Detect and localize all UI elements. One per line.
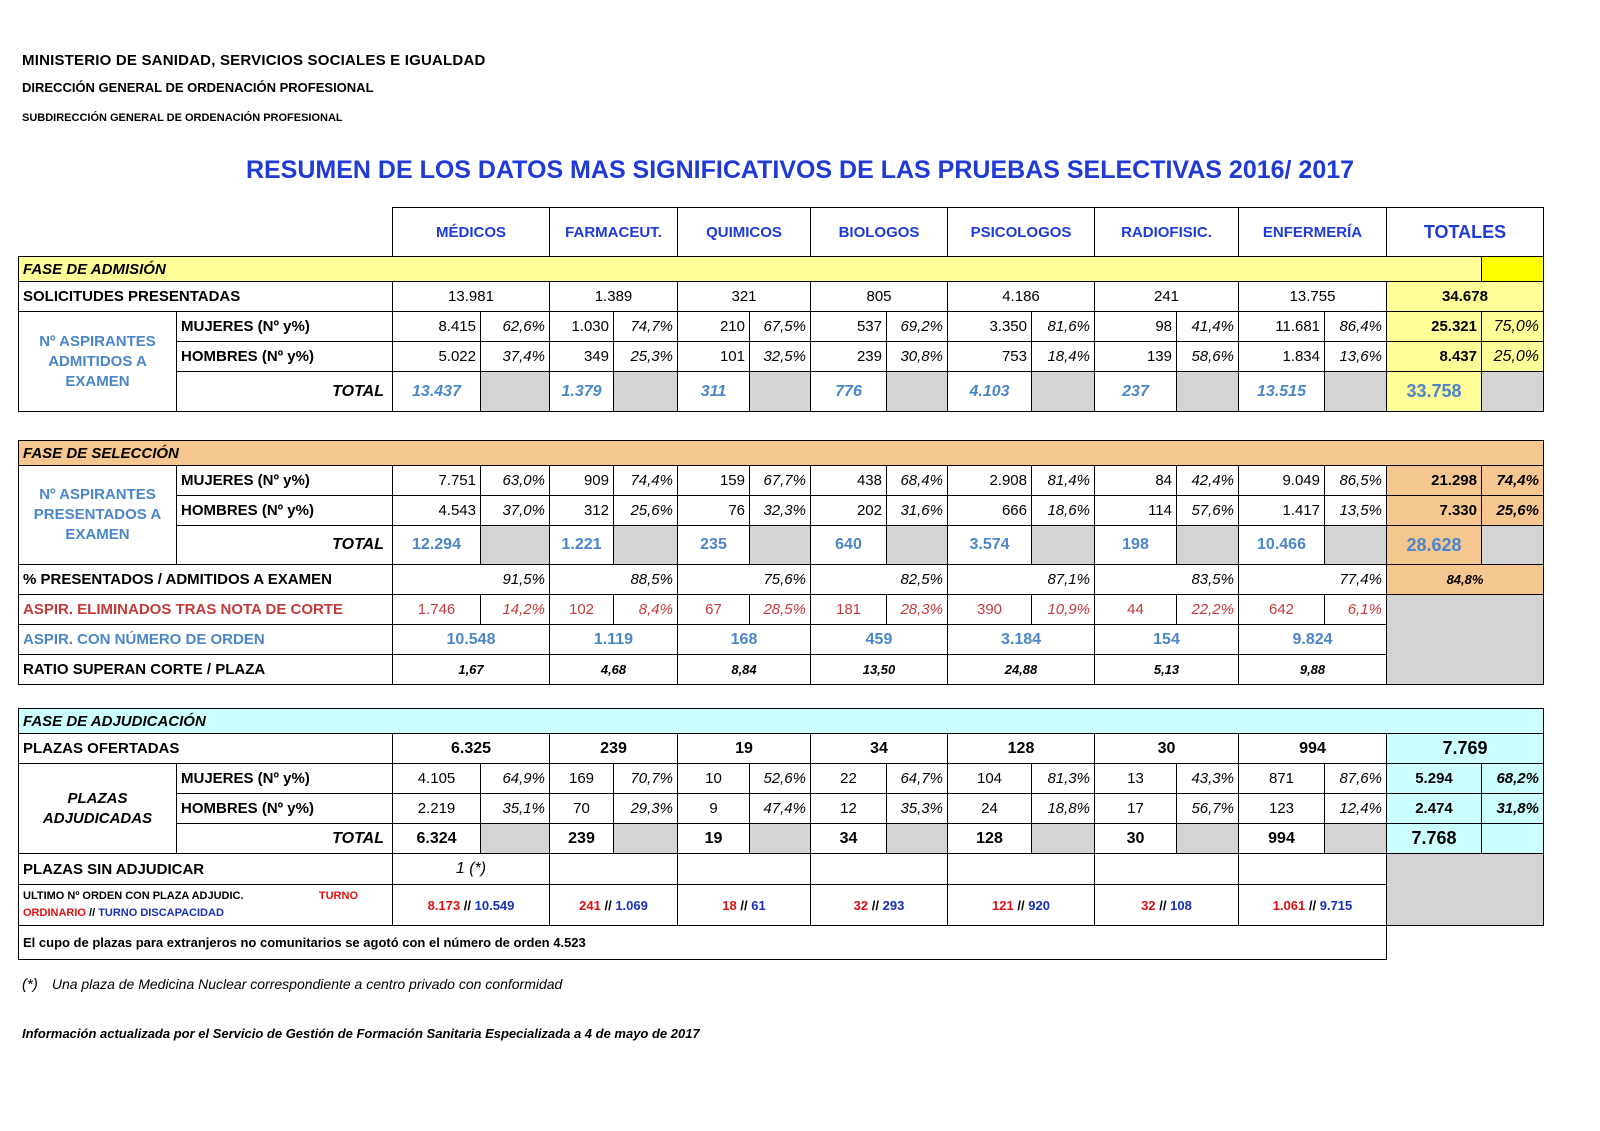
- cell-value: 159: [678, 466, 750, 496]
- cell-value: 1.221: [550, 526, 614, 565]
- cell-value: 102: [550, 595, 614, 625]
- column-header: PSICOLOGOS: [948, 208, 1095, 257]
- ministry-name: MINISTERIO DE SANIDAD, SERVICIOS SOCIALES E IGUALDAD: [22, 52, 486, 69]
- column-header: ENFERMERÍA: [1239, 208, 1387, 257]
- hombres-row: [19, 496, 1544, 526]
- total-value: 21.298: [1387, 466, 1482, 496]
- direction-name: DIRECCIÓN GENERAL DE ORDENACIÓN PROFESIONAL: [22, 80, 374, 95]
- total-value: 5.294: [1387, 764, 1482, 794]
- cell-value: 6.325: [393, 734, 550, 764]
- cell-value: 8.415: [393, 312, 481, 342]
- row-label: HOMBRES (Nº y%): [177, 794, 393, 824]
- cell-value: 1.379: [550, 372, 614, 412]
- cupo-note: El cupo de plazas para extranjeros no comunitarios se agotó con el número de orden 4.523: [19, 926, 1387, 960]
- section-title: FASE DE SELECCIÓN: [19, 441, 1544, 466]
- row-label: MUJERES (Nº y%): [177, 312, 393, 342]
- cell-pct: 25,3%: [614, 342, 678, 372]
- cell-pct: 8,4%: [614, 595, 678, 625]
- cell-value: 44: [1095, 595, 1177, 625]
- cell-value: 1,67: [393, 655, 550, 685]
- column-header: FARMACEUT.: [550, 208, 678, 257]
- cell-value: 239: [550, 824, 614, 854]
- cell-pct: 74,4%: [614, 466, 678, 496]
- cell-value: 169: [550, 764, 614, 794]
- cell-value: 9: [678, 794, 750, 824]
- cell-pct: 75,6%: [678, 565, 811, 595]
- cell-pct: 87,1%: [948, 565, 1095, 595]
- cell-value: 67: [678, 595, 750, 625]
- row-label: MUJERES (Nº y%): [177, 764, 393, 794]
- cell-value: 9.049: [1239, 466, 1325, 496]
- row-label: TOTAL: [177, 824, 393, 854]
- cell-value: 12: [811, 794, 887, 824]
- cell-value: 5.022: [393, 342, 481, 372]
- cell-value: 2.219: [393, 794, 481, 824]
- cell-value: 101: [678, 342, 750, 372]
- cell-value: 34: [811, 824, 887, 854]
- total-pct: 25,6%: [1482, 496, 1544, 526]
- total-pct: 84,8%: [1387, 565, 1544, 595]
- orden-row: [19, 625, 1544, 655]
- cell-pct: 13,5%: [1325, 496, 1387, 526]
- cell-pct: 47,4%: [750, 794, 811, 824]
- row-label: TOTAL: [177, 526, 393, 565]
- cell-value: 1.834: [1239, 342, 1325, 372]
- plazas-ofertadas-row: [19, 734, 1544, 764]
- side-label: PLAZAS ADJUDICADAS: [19, 764, 177, 854]
- mujeres-row: [19, 764, 1544, 794]
- cell-value: 994: [1239, 824, 1325, 854]
- cell-value: 76: [678, 496, 750, 526]
- cell-value: 34: [811, 734, 948, 764]
- cell-pct: 35,3%: [887, 794, 948, 824]
- cell-value: 3.574: [948, 526, 1032, 565]
- cell-pct: 81,4%: [1032, 466, 1095, 496]
- cell-value: 805: [811, 282, 948, 312]
- cell-value: 154: [1095, 625, 1239, 655]
- total-value: 34.678: [1387, 282, 1544, 312]
- cell-value: 6.324: [393, 824, 481, 854]
- section-title-row: [19, 441, 1544, 466]
- cell-pct: 83,5%: [1095, 565, 1239, 595]
- section-title: FASE DE ADJUDICACIÓN: [19, 709, 1544, 734]
- row-label: PLAZAS SIN ADJUDICAR: [19, 854, 393, 885]
- cell-pct: 86,5%: [1325, 466, 1387, 496]
- cell-pct: 13,6%: [1325, 342, 1387, 372]
- cell-pct: 64,7%: [887, 764, 948, 794]
- cell-value: 640: [811, 526, 887, 565]
- total-value: 7.330: [1387, 496, 1482, 526]
- cell-value: 139: [1095, 342, 1177, 372]
- cell-value: 4.103: [948, 372, 1032, 412]
- cell-pct: 41,4%: [1177, 312, 1239, 342]
- cell-value: 909: [550, 466, 614, 496]
- cell-value: 438: [811, 466, 887, 496]
- cell-value: 168: [678, 625, 811, 655]
- cell-pct: 32,5%: [750, 342, 811, 372]
- cell-pct: 37,4%: [481, 342, 550, 372]
- cell-pct: 91,5%: [393, 565, 550, 595]
- cell-value: 13: [1095, 764, 1177, 794]
- column-header: QUIMICOS: [678, 208, 811, 257]
- cell-pct: 58,6%: [1177, 342, 1239, 372]
- turno-separator: //: [89, 907, 96, 919]
- cell-pct: 12,4%: [1325, 794, 1387, 824]
- row-label: RATIO SUPERAN CORTE / PLAZA: [19, 655, 393, 685]
- total-pct: 74,4%: [1482, 466, 1544, 496]
- cell-pct: 77,4%: [1239, 565, 1387, 595]
- cell-value: 104: [948, 764, 1032, 794]
- ratio-row: [19, 655, 1544, 685]
- seleccion-table: [18, 440, 1544, 685]
- row-label: % PRESENTADOS / ADMITIDOS A EXAMEN: [19, 565, 393, 595]
- cell-pct: 86,4%: [1325, 312, 1387, 342]
- cell-value: 210: [678, 312, 750, 342]
- cell-value: 753: [948, 342, 1032, 372]
- footnote-marker: (*): [22, 976, 38, 993]
- cell-value: 1.119: [550, 625, 678, 655]
- cell-value: 642: [1239, 595, 1325, 625]
- cell-value: 994: [1239, 734, 1387, 764]
- total-row: [19, 824, 1544, 854]
- cell-value: 4.543: [393, 496, 481, 526]
- cell-value: 1.417: [1239, 496, 1325, 526]
- total-pct: 31,8%: [1482, 794, 1544, 824]
- cell-value: 666: [948, 496, 1032, 526]
- side-label: Nº ASPIRANTES PRESENTADOS A EXAMEN: [19, 466, 177, 565]
- ultimo-orden-cell: 241 // 1.069: [550, 885, 678, 926]
- cell-value: 5,13: [1095, 655, 1239, 685]
- row-label: [19, 885, 393, 926]
- ultimo-orden-cell: 121 // 920: [948, 885, 1095, 926]
- ultimo-orden-cell: 32 // 293: [811, 885, 948, 926]
- eliminados-row: [19, 595, 1544, 625]
- section-title-row: [19, 709, 1544, 734]
- total-value: 7.768: [1387, 824, 1482, 854]
- adjudicacion-table: [18, 708, 1544, 960]
- cell-value: 390: [948, 595, 1032, 625]
- cell-pct: 18,8%: [1032, 794, 1095, 824]
- total-value: 2.474: [1387, 794, 1482, 824]
- row-label: HOMBRES (Nº y%): [177, 342, 393, 372]
- cell-pct: 35,1%: [481, 794, 550, 824]
- update-note: Información actualizada por el Servicio de Gestión de Formación Sanitaria Especializada a 4 de mayo de 2017: [22, 1026, 700, 1041]
- cell-value: 537: [811, 312, 887, 342]
- cell-pct: 28,5%: [750, 595, 811, 625]
- cell-value: 123: [1239, 794, 1325, 824]
- cell-pct: 81,3%: [1032, 764, 1095, 794]
- cell-value: 311: [678, 372, 750, 412]
- cell-value: 459: [811, 625, 948, 655]
- ultimo-orden-cell: 18 // 61: [678, 885, 811, 926]
- turno-discapacidad-label: TURNO DISCAPACIDAD: [98, 907, 224, 919]
- cell-pct: 57,6%: [1177, 496, 1239, 526]
- cell-pct: 81,6%: [1032, 312, 1095, 342]
- cell-value: 128: [948, 734, 1095, 764]
- totales-header: TOTALES: [1387, 208, 1544, 257]
- cell-value: 1.746: [393, 595, 481, 625]
- cell-pct: 74,7%: [614, 312, 678, 342]
- cell-pct: 37,0%: [481, 496, 550, 526]
- row-label: MUJERES (Nº y%): [177, 466, 393, 496]
- cell-value: 10: [678, 764, 750, 794]
- turno-ordinario-label-a: TURNO: [318, 890, 358, 902]
- cell-pct: 28,3%: [887, 595, 948, 625]
- cell-value: 198: [1095, 526, 1177, 565]
- cell-pct: 82,5%: [811, 565, 948, 595]
- row-label: HOMBRES (Nº y%): [177, 496, 393, 526]
- total-row: [19, 372, 1544, 412]
- cell-value: 19: [678, 824, 750, 854]
- cell-pct: 42,4%: [1177, 466, 1239, 496]
- cell-pct: 18,6%: [1032, 496, 1095, 526]
- cell-value: 30: [1095, 824, 1177, 854]
- cell-pct: 32,3%: [750, 496, 811, 526]
- cell-pct: 18,4%: [1032, 342, 1095, 372]
- cell-value: 235: [678, 526, 750, 565]
- row-label: TOTAL: [177, 372, 393, 412]
- cell-value: 98: [1095, 312, 1177, 342]
- cell-value: 181: [811, 595, 887, 625]
- cell-pct: 68,4%: [887, 466, 948, 496]
- subdirection-name: SUBDIRECCIÓN GENERAL DE ORDENACIÓN PROFESIONAL: [22, 112, 343, 124]
- row-label: ASPIR. ELIMINADOS TRAS NOTA DE CORTE: [19, 595, 393, 625]
- cell-value: 349: [550, 342, 614, 372]
- cell-value: 4.186: [948, 282, 1095, 312]
- cell-pct: 67,7%: [750, 466, 811, 496]
- cell-value: 239: [550, 734, 678, 764]
- cell-value: 13.437: [393, 372, 481, 412]
- total-pct: 68,2%: [1482, 764, 1544, 794]
- mujeres-row: [19, 312, 1544, 342]
- cell-value: 24: [948, 794, 1032, 824]
- cell-value: 3.350: [948, 312, 1032, 342]
- mujeres-row: [19, 466, 1544, 496]
- cell-pct: 43,3%: [1177, 764, 1239, 794]
- cell-pct: 63,0%: [481, 466, 550, 496]
- cell-pct: 62,6%: [481, 312, 550, 342]
- total-value: 33.758: [1387, 372, 1482, 412]
- cell-value: 1.030: [550, 312, 614, 342]
- cell-value: 84: [1095, 466, 1177, 496]
- solicitudes-row: [19, 282, 1544, 312]
- row-label: SOLICITUDES PRESENTADAS: [19, 282, 393, 312]
- cell-value: 70: [550, 794, 614, 824]
- column-header: MÉDICOS: [393, 208, 550, 257]
- cell-pct: 70,7%: [614, 764, 678, 794]
- cell-pct: 88,5%: [550, 565, 678, 595]
- cell-pct: 6,1%: [1325, 595, 1387, 625]
- cell-value: 22: [811, 764, 887, 794]
- footnote: [22, 976, 562, 993]
- cell-value: 776: [811, 372, 887, 412]
- total-pct: 75,0%: [1482, 312, 1544, 342]
- cell-value: 24,88: [948, 655, 1095, 685]
- cell-value: 13,50: [811, 655, 948, 685]
- cell-value: 241: [1095, 282, 1239, 312]
- cell-pct: 69,2%: [887, 312, 948, 342]
- cell-value: 10.548: [393, 625, 550, 655]
- total-value: 25.321: [1387, 312, 1482, 342]
- cell-value: 9.824: [1239, 625, 1387, 655]
- sin-adjudicar-row: [19, 854, 1544, 885]
- total-value: 28.628: [1387, 526, 1482, 565]
- page-title: RESUMEN DE LOS DATOS MAS SIGNIFICATIVOS DE LAS PRUEBAS SELECTIVAS 2016/ 2017: [245, 156, 1355, 184]
- cell-value: 17: [1095, 794, 1177, 824]
- cell-value: 13.515: [1239, 372, 1325, 412]
- footnote-text: Una plaza de Medicina Nuclear correspondiente a centro privado con conformidad: [51, 976, 563, 992]
- cell-pct: 31,6%: [887, 496, 948, 526]
- section-title-row: [19, 257, 1544, 282]
- cell-value: 128: [948, 824, 1032, 854]
- cell-pct: 67,5%: [750, 312, 811, 342]
- cell-value: 237: [1095, 372, 1177, 412]
- total-value: 7.769: [1387, 734, 1544, 764]
- turno-ordinario-label-b: ORDINARIO: [23, 907, 86, 919]
- cell-value: 4,68: [550, 655, 678, 685]
- total-row: [19, 526, 1544, 565]
- cell-pct: 87,6%: [1325, 764, 1387, 794]
- ultimo-orden-cell: 32 // 108: [1095, 885, 1239, 926]
- cell-value: 114: [1095, 496, 1177, 526]
- cell-value: 3.184: [948, 625, 1095, 655]
- hombres-row: [19, 794, 1544, 824]
- cell-value: 9,88: [1239, 655, 1387, 685]
- cell-value: 12.294: [393, 526, 481, 565]
- column-header-row: [19, 208, 1544, 257]
- cell-value: 2.908: [948, 466, 1032, 496]
- cell-value: 4.105: [393, 764, 481, 794]
- cell-pct: 56,7%: [1177, 794, 1239, 824]
- cell-value: 10.466: [1239, 526, 1325, 565]
- ultimo-orden-cell: 8.173 // 10.549: [393, 885, 550, 926]
- cell-value: 312: [550, 496, 614, 526]
- cell-value: 321: [678, 282, 811, 312]
- cell-value: 202: [811, 496, 887, 526]
- cell-pct: 14,2%: [481, 595, 550, 625]
- cell-value: 30: [1095, 734, 1239, 764]
- cupo-row: [19, 926, 1544, 960]
- total-value: 8.437: [1387, 342, 1482, 372]
- cell-pct: 29,3%: [614, 794, 678, 824]
- side-label: Nº ASPIRANTES ADMITIDOS A EXAMEN: [19, 312, 177, 412]
- cell-pct: 64,9%: [481, 764, 550, 794]
- admision-table: [18, 207, 1544, 412]
- cell-value: 7.751: [393, 466, 481, 496]
- hombres-row: [19, 342, 1544, 372]
- ultimo-label: ULTIMO Nº ORDEN CON PLAZA ADJUDIC.: [23, 890, 244, 902]
- total-pct: 25,0%: [1482, 342, 1544, 372]
- cell-value: 871: [1239, 764, 1325, 794]
- cell-value: 11.681: [1239, 312, 1325, 342]
- cell-pct: 30,8%: [887, 342, 948, 372]
- cell-value: 1.389: [550, 282, 678, 312]
- column-header: RADIOFISIC.: [1095, 208, 1239, 257]
- cell-value: 13.981: [393, 282, 550, 312]
- cell-value: 8,84: [678, 655, 811, 685]
- cell-value: 1 (*): [393, 854, 550, 885]
- cell-value: 239: [811, 342, 887, 372]
- cell-pct: 10,9%: [1032, 595, 1095, 625]
- cell-pct: 22,2%: [1177, 595, 1239, 625]
- cell-value: 19: [678, 734, 811, 764]
- cell-value: 13.755: [1239, 282, 1387, 312]
- cell-pct: 25,6%: [614, 496, 678, 526]
- section-marker: [1482, 257, 1544, 282]
- row-label: ASPIR. CON NÚMERO DE ORDEN: [19, 625, 393, 655]
- cell-pct: 52,6%: [750, 764, 811, 794]
- row-label: PLAZAS OFERTADAS: [19, 734, 393, 764]
- ultimo-orden-row: [19, 885, 1544, 926]
- column-header: BIOLOGOS: [811, 208, 948, 257]
- section-title: FASE DE ADMISIÓN: [19, 257, 1482, 282]
- pct-presentados-row: [19, 565, 1544, 595]
- ultimo-orden-cell: 1.061 // 9.715: [1239, 885, 1387, 926]
